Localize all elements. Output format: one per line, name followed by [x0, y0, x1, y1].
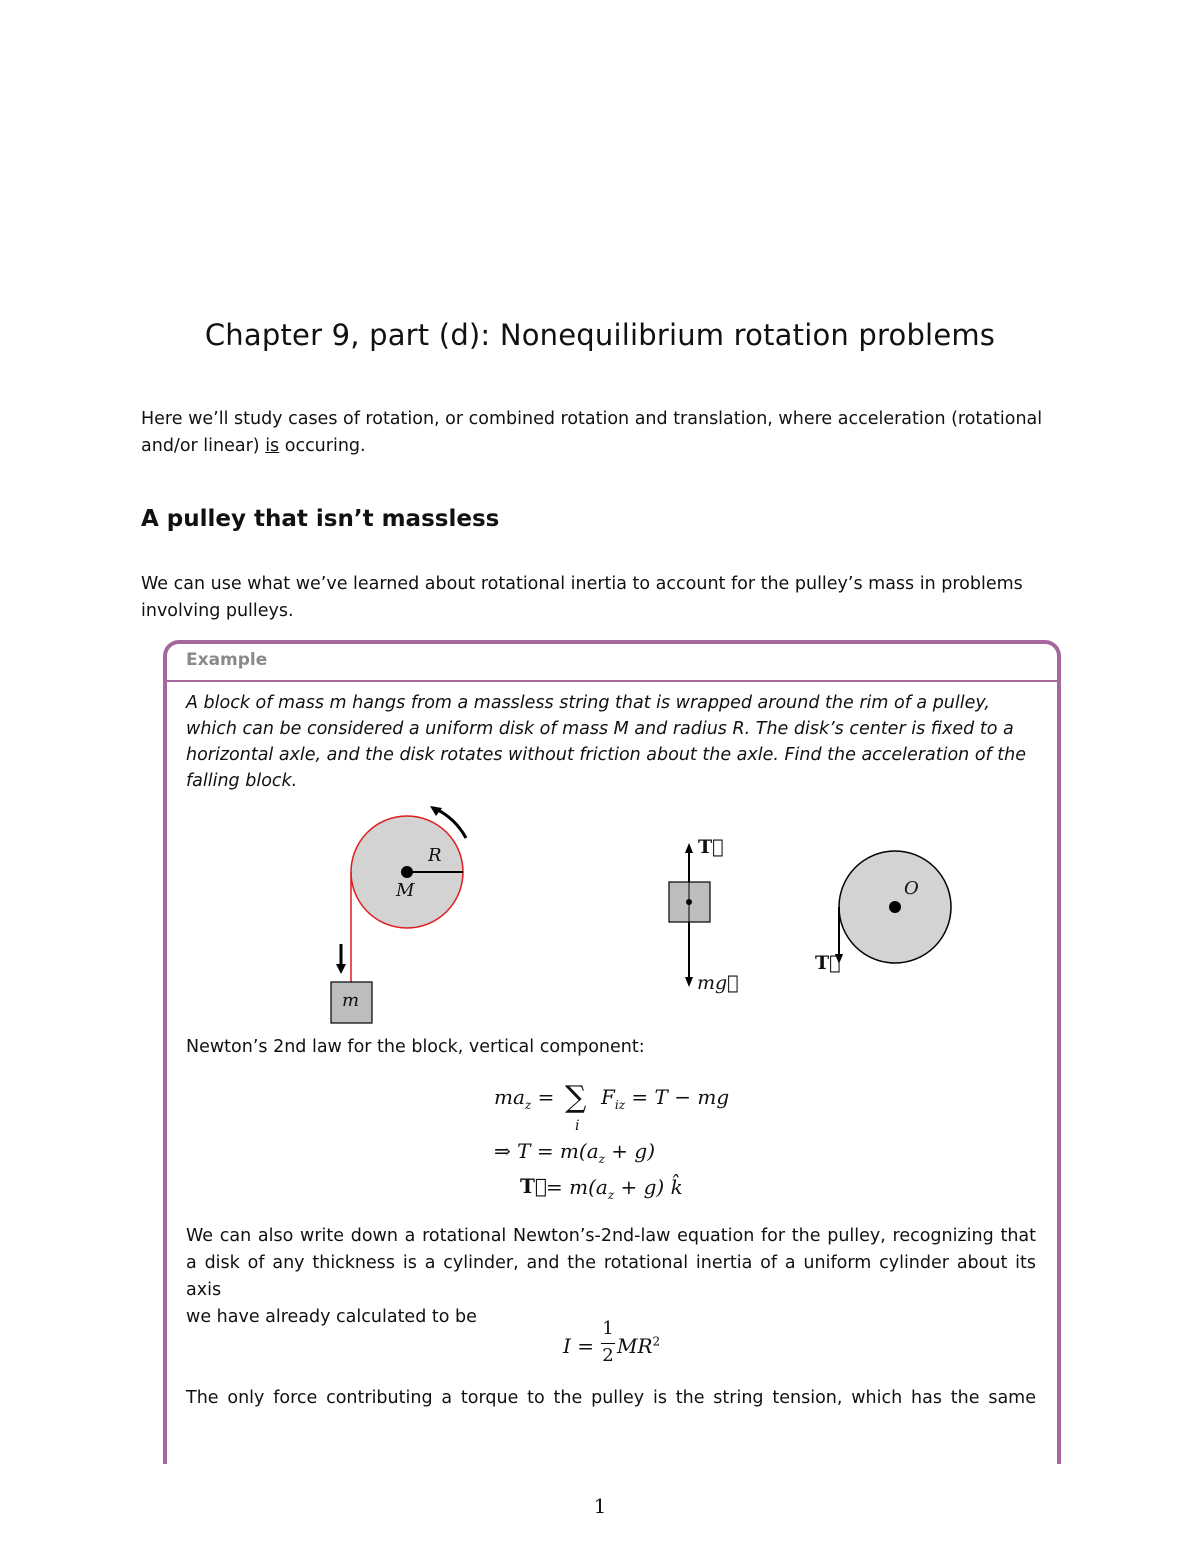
rotation-line-3: we have already calculated to be [186, 1307, 477, 1327]
block-mass-label: m [342, 990, 360, 1011]
rotation-line-1: We can also write down a rotational Newton’s-2nd-law equation for the pulley, recognizing that [186, 1226, 1036, 1246]
weight-label: mg⃗ [697, 972, 739, 994]
intro-line-2: and/or linear) is occuring. [141, 436, 366, 456]
inertia-denominator: 2 [602, 1345, 614, 1366]
problem-line-1: A block of mass m hangs from a massless string that is wrapped around the rim of a pulley, [186, 693, 990, 713]
inertia-lhs: I = [563, 1334, 595, 1358]
torque-line: The only force contributing a torque to the pulley is the string tension, which has the same [186, 1388, 1036, 1408]
fbd-block-center [686, 899, 692, 905]
equation-1-rhs: $F_{iz} = T$ − mg [601, 1085, 730, 1112]
section-heading: A pulley that isn’t massless [141, 506, 500, 532]
fbd-disk-center [889, 901, 901, 913]
problem-line-4: falling block. [186, 771, 298, 791]
fraction-bar [601, 1343, 615, 1344]
rotation-paragraph [186, 1223, 1036, 1331]
disk-mass-label: M [396, 880, 415, 901]
tension-label: T⃗ [698, 836, 724, 858]
summation-index: i [575, 1118, 580, 1134]
rotation-line-2: a disk of any thickness is a cylinder, and the rotational inertia of a uniform cylinder about its axis [186, 1253, 1036, 1300]
inertia-rhs: $MR^2$ [617, 1334, 661, 1358]
radius-label: R [428, 845, 442, 866]
section-intro-line-2: involving pulleys. [141, 601, 294, 621]
weight-arrowhead [685, 977, 693, 987]
problem-line-3: horizontal axle, and the disk rotates without friction about the axle. Find the acceleration of the [186, 745, 1026, 765]
inertia-numerator: 1 [602, 1318, 614, 1339]
tension-arrowhead [685, 843, 693, 853]
equation-2: ⇒ $T = m(a_z + g)$ [494, 1139, 656, 1166]
acceleration-arrowhead [336, 964, 346, 974]
summation-symbol: ∑ [565, 1080, 587, 1115]
page-number: 1 [593, 1494, 607, 1518]
pulley-center-dot [401, 866, 413, 878]
problem-line-2: which can be considered a uniform disk of mass M and radius R. The disk’s center is fixed to a [186, 719, 1014, 739]
newton-intro: Newton’s 2nd law for the block, vertical component: [186, 1037, 645, 1057]
disk-tension-label: T⃗ [815, 952, 841, 974]
intro-line-1: Here we’ll study cases of rotation, or combined rotation and translation, where acceleration (rotational [141, 409, 1043, 429]
page-title: Chapter 9, part (d): Nonequilibrium rotation problems [204, 318, 996, 352]
equation-3-lhs: T⃗ [520, 1174, 547, 1198]
equation-1: $ma_z$ = [494, 1085, 555, 1112]
emphasis-is: is [265, 436, 280, 456]
origin-label: O [904, 878, 919, 899]
section-intro-line-1: We can use what we’ve learned about rotational inertia to account for the pulley’s mass in problems [141, 574, 1023, 594]
equation-3: = $m(a_z + g)$ k̂ [546, 1175, 683, 1202]
example-label: Example [186, 650, 268, 670]
